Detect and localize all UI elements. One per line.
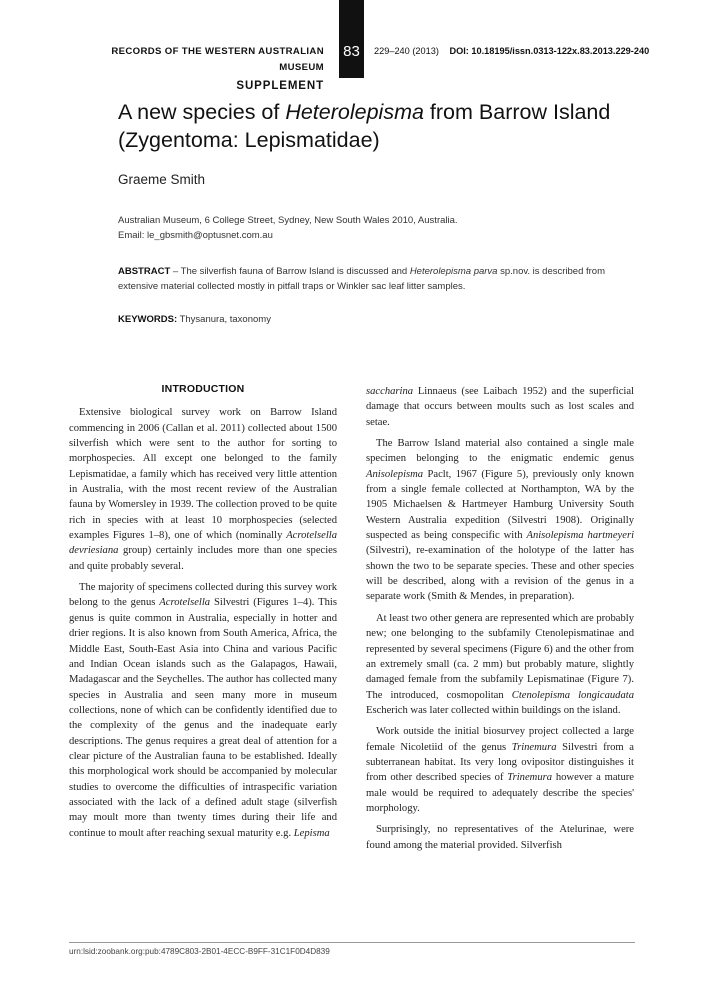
title-genus: Heterolepisma [285,100,424,124]
keywords [118,314,271,325]
zoobank-urn: urn:lsid:zoobank.org:pub:4789C803-2B01-4ECC-B9FF-31C1F0D4D839 [69,947,330,956]
keywords-label: KEYWORDS: [118,314,178,325]
paragraph: The Barrow Island material also contained a single male specimen belonging to the enigmatic endemic genus Anisolepisma Paclt, 1967 (Figure 5), previously only known from a single female collected at Northampton, WA by the 1905 Michaelsen & Hartmeyer Hamburg University South Western Australia expedition (Silvestri 1908). Originally suspected as being conspecific with Anisolepisma hartmeyeri (Silvestri), re-examination of the holotype of the latter has shown the two to be separate species. These and other species will be described, along with a revision of the genus in a separate work (Smith & Mendes, in preparation). [366,438,635,603]
paragraph: Extensive biological survey work on Barrow Island commencing in 2006 (Callan et al. 2011) collected about 1500 silverfish which were sent to the author for sorting to morphospecies. All except one belonged to the family Lepismatidae, a family which has received very little attention in Australia, with the most recent review of the Australian fauna by Womersley in 1939. The collection proved to be quite rich in species with at least 10 morphospecies (selected examples Figures 1–8), one of which (nominally Acrotelsella devriesiana group) certainly includes more than one species and quite probably several. [69,407,337,572]
paragraph: Surprisingly, no representatives of the Atelurinae, were found among the material provided. Silverfish [366,824,634,851]
footer-divider [69,942,635,943]
paragraph: The majority of specimens collected during this survey work belong to the genus Acrotelsella Silvestri (Figures 1–4). This genus is quite common in Australia, especially in hotter and drier regions. It is also known from South America, Africa, the Middle East, South-East Asia into China and various Pacific and Indian Ocean islands such as the Galapagos, Hawaii, Madagascar and the Seychelles. The author has collected many species in Australia and seen many more in museum collections, none of which can be confidently identified due to the complexity of the genus and the inadequate early descriptions. The genus requires a great deal of attention for a clear picture of the Australian fauna to be established. Ideally this morphological work should be accompanied by molecular studies to overcome the difficulties of intraspecific variation associated with the lack of a defined adult stage (silverfish may moult more than twenty times during their life and continue to moult after reaching sexual maturity e.g. Lepisma [69,582,337,839]
right-column [366,384,634,859]
affiliation-address: Australian Museum, 6 College Street, Sydney, New South Wales 2010, Australia. [118,215,458,226]
doi-link[interactable]: DOI: 10.18195/issn.0313-122x.83.2013.229-240 [449,46,650,56]
left-column [69,382,337,847]
author-email[interactable]: Email: le_gbsmith@optusnet.com.au [118,230,273,241]
paragraph: At least two other genera are represented which are probably new; one belonging to the subfamily Ctenolepismatinae and represented by several specimens (Figure 6) and the other from an extremely small (ca. 2 mm) but probably mature, slightly damaged female from the subfamily Lepismatinae (Figure 7). The introduced, cosmopolitan Ctenolepisma longicaudata Escherich was later collected within buildings on the island. [366,612,634,716]
affiliation [118,213,458,243]
volume-badge [339,0,364,78]
page-range: 229–240 (2013) [374,46,439,56]
paragraph: Work outside the initial biosurvey project collected a large female Nicoletiid of the genus Trinemura Silvestri from a subterranean habitat. Its very long ovipositor distinguishes it from other described species of Trinemura however a mature male would be required to adequately describe the species' morphology. [366,726,634,814]
abstract-label: ABSTRACT [118,266,171,277]
supplement-label: SUPPLEMENT [236,80,324,92]
section-heading-introduction: INTRODUCTION [161,383,245,395]
citation-info [374,46,649,56]
author-name: Graeme Smith [118,172,206,187]
journal-name: RECORDS OF THE WESTERN AUSTRALIAN MUSEUM [111,46,324,73]
keywords-text: Thysanura, taxonomy [177,314,271,325]
abstract: ABSTRACT – The silverfish fauna of Barrow Island is discussed and Heterolepisma parva sp.nov. is described from extensive material collected mostly in pitfall traps or Winkler sac leaf litter samples. [118,266,606,292]
journal-header [70,44,324,94]
abstract-species: Heterolepisma parva [409,266,498,277]
paragraph: saccharina Linnaeus (see Laibach 1952) and the superficial damage that occurs between moults such as lost scales and setae. [366,386,634,428]
volume-number: 83 [343,43,360,60]
paper-title: A new species of Heterolepisma from Barrow Island (Zygentoma: Lepismatidae) [118,100,611,152]
